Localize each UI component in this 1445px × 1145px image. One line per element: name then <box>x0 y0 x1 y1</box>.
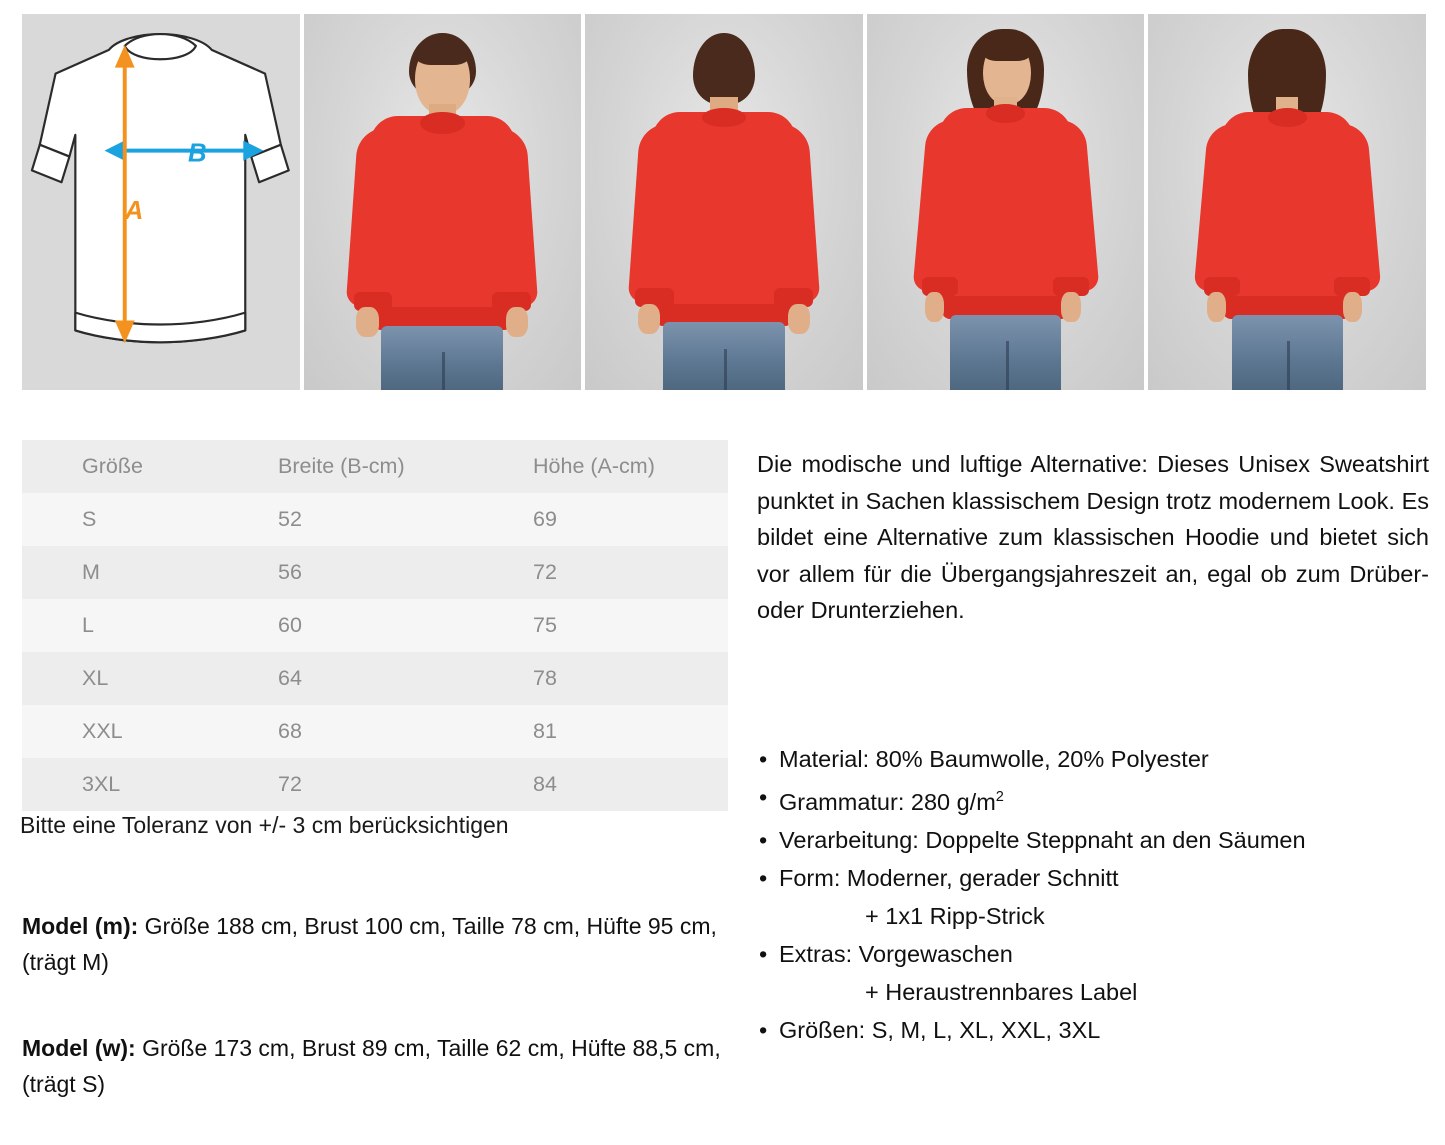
hand-right <box>1343 292 1362 322</box>
jeans-seam <box>724 349 727 390</box>
cell-height: 81 <box>533 719 557 743</box>
cell-height: 84 <box>533 772 557 796</box>
model-male-info <box>22 908 722 980</box>
cell-size: 3XL <box>82 772 121 796</box>
table-row <box>22 705 728 758</box>
model-male-back-figure <box>585 14 863 390</box>
cell-width: 64 <box>278 666 302 690</box>
model-female-info <box>22 1030 722 1102</box>
jeans-seam <box>442 352 445 390</box>
hand-left <box>1207 292 1226 322</box>
model-male-front-figure <box>304 14 582 390</box>
cell-height: 78 <box>533 666 557 690</box>
size-chart-header <box>22 440 728 493</box>
column-header-size: Größe <box>82 454 143 478</box>
measure-label-a: A <box>124 196 144 225</box>
cell-height: 75 <box>533 613 557 637</box>
superscript-two: 2 <box>995 789 1004 805</box>
cell-size: L <box>82 613 94 637</box>
cell-width: 68 <box>278 719 302 743</box>
cell-height: 72 <box>533 560 557 584</box>
table-row <box>22 493 728 546</box>
collar <box>420 112 464 135</box>
list-item-sub: + Heraustrennbares Label <box>865 978 1138 1005</box>
feature-text-grammatur: Grammatur: 280 $g/m^2$ <box>779 788 1004 815</box>
hand-right <box>1061 292 1080 322</box>
collar <box>702 108 746 127</box>
hand-left <box>925 292 944 322</box>
cell-size: XL <box>82 666 109 690</box>
cell-size: XXL <box>82 719 123 743</box>
gallery-item-technical-drawing[interactable] <box>22 14 300 390</box>
list-item-sub: + 1x1 Ripp-Strick <box>865 902 1045 929</box>
list-item: • Verarbeitung: Doppelte Steppnaht an den Säumen <box>757 821 1437 859</box>
table-row <box>22 758 728 811</box>
hand-right <box>788 304 810 334</box>
cell-width: 60 <box>278 613 302 637</box>
collar <box>1268 108 1307 127</box>
gallery-item-model-female-front[interactable] <box>867 14 1145 390</box>
cell-size: S <box>82 507 97 531</box>
table-row <box>22 599 728 652</box>
measure-label-b: B <box>187 139 207 168</box>
product-description: Die modische und luftige Alternative: Dieses Unisex Sweatshirt punktet in Sachen klassischem Design trotz modernem Look. Es bildet eine Alternative zum klassischen Hoodie und bietet sich vor allem für die Übergangsjahreszeit an, egal ob zum Drüber- oder Drunterziehen. <box>757 451 1429 623</box>
column-header-height: Höhe (A-cm) <box>533 454 655 478</box>
jeans-seam <box>1006 341 1009 390</box>
size-chart-body <box>22 493 728 811</box>
model-female-text: Größe 173 cm, Brust 89 cm, Taille 62 cm, Hüfte 88,5 cm, (trägt S) <box>22 1035 721 1097</box>
table-row <box>22 546 728 599</box>
hand-left <box>356 307 378 337</box>
cell-height: 69 <box>533 507 557 531</box>
cell-size: M <box>82 560 100 584</box>
gallery-item-model-male-front[interactable] <box>304 14 582 390</box>
list-item: • Form: Moderner, gerader Schnitt <box>757 859 1437 897</box>
size-chart-table <box>22 440 728 811</box>
hair <box>693 33 754 104</box>
table-row <box>22 652 728 705</box>
list-item: • Material: 80% Baumwolle, 20% Polyester <box>757 740 1437 778</box>
gallery-item-model-male-back[interactable] <box>585 14 863 390</box>
product-features-list <box>757 740 1437 1049</box>
collar <box>986 104 1025 123</box>
model-female-back-figure <box>1148 14 1426 390</box>
list-item: • Extras: Vorgewaschen <box>757 935 1437 973</box>
sweatshirt-measurement-diagram <box>22 14 300 390</box>
model-female-front-figure <box>867 14 1145 390</box>
tolerance-note: Bitte eine Toleranz von +/- 3 cm berücksichtigen <box>20 812 509 838</box>
column-header-width: Breite (B-cm) <box>278 454 405 478</box>
model-female-label: Model (w): <box>22 1035 136 1061</box>
model-male-label: Model (m): <box>22 913 139 939</box>
list-item: • Größen: S, M, L, XL, XXL, 3XL <box>757 1011 1437 1049</box>
cell-width: 56 <box>278 560 302 584</box>
model-male-text: Größe 188 cm, Brust 100 cm, Taille 78 cm, Hüfte 95 cm, (trägt M) <box>22 913 717 975</box>
product-image-gallery <box>22 14 1426 390</box>
table-header-row <box>22 440 728 493</box>
list-item <box>757 778 1437 821</box>
hand-right <box>506 307 528 337</box>
hand-left <box>638 304 660 334</box>
gallery-item-model-female-back[interactable] <box>1148 14 1426 390</box>
cell-width: 52 <box>278 507 302 531</box>
cell-width: 72 <box>278 772 302 796</box>
jeans-seam <box>1287 341 1290 390</box>
